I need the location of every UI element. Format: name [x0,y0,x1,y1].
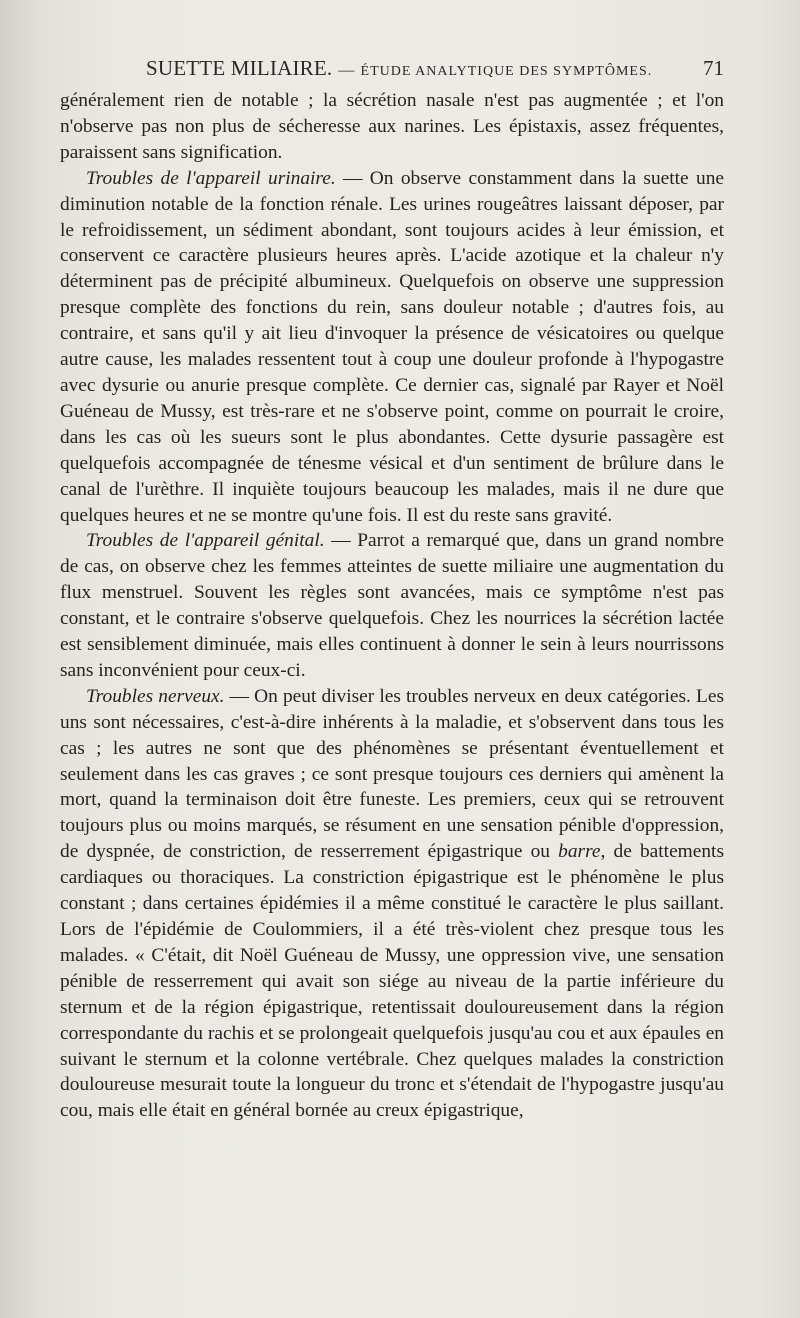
paragraph-text: — On peut diviser les troubles nerveux en deux catégories. Les uns sont nécessaires, c'est-à-dire inhérents à la maladie, et s'observent dans tous les cas ; les autres ne sont que des phénomènes se présentant éventuellement et seulement dans les cas graves ; ce sont presque toujours ces derniers qui amènent la mort, quand la terminaison doit être funeste. Les premiers, ceux qui se retrouvent toujours plus ou moins marqués, se résument en une sensation pénible d'oppression, de dyspnée, de constriction, de resserrement épigastrique ou [60,685,724,863]
italic-term: barre [558,841,601,863]
paragraph-nervous [60,684,724,1124]
section-heading-genital: Troubles de l'appareil génital. [86,530,325,552]
paragraph-text: — On observe constamment dans la suette une diminution notable de la fonction rénale. Les urines rougeâtres laissant déposer, par le refroidissement, un sédiment abondant, sont toujours acides à leur émission, et conservent ce caractère plusieurs heures après. L'acide azotique et la chaleur n'y déterminent pas de précipité albumineux. Quelquefois on observe une suppression presque complète des fonctions du rein, sans douleur notable ; d'autres fois, au contraire, et sans qu'il y ait lieu d'invoquer la présence de vésicatoires ou quelque autre cause, les malades ressentent tout à coup une douleur profonde à l'hypogastre avec dysurie ou anurie presque complète. Ce dernier cas, signalé par Rayer et Noël Guéneau de Mussy, est très-rare et ne s'observe point, comme on pourrait le croire, dans les cas où les sueurs sont le plus abondantes. Cette dysurie passagère est quelquefois accompagnée de ténesme vésical et d'un sentiment de brûlure dans le canal de l'urèthre. Il inquiète toujours beaucoup les malades, mais il ne dure que quelques heures et ne se montre qu'une fois. Il est du reste sans gravité. [60,167,725,526]
paragraph-text: généralement rien de notable ; la sécrétion nasale n'est pas augmentée ; et l'on n'observe pas non plus de sécheresse aux narines. Les épistaxis, assez fréquentes, paraissent sans signification. [60,90,724,163]
paragraph-continued [60,88,724,166]
paragraph-genital [60,528,724,683]
running-head-title: SUETTE MILIAIRE. [146,56,333,80]
paragraph-urinary [60,166,724,529]
body-text [60,88,724,1124]
running-head-dash: — [338,62,355,79]
page-number: 71 [703,56,724,80]
paragraph-text: , de battements cardiaques ou thoraciques. La constriction épigastrique est le phénomène le plus constant ; dans certaines épidémies il a même constitué le caractère le plus saillant. Lors de l'épidémie de Coulommiers, il a été très-violent chez presque tous les malades. « C'était, dit Noël Guéneau de Mussy, une oppression vive, une sensation pénible de resserrement qui avait son siége au niveau de la partie inférieure du sternum et de la région épigastrique, retentissait douloureusement dans la région correspondante du rachis et se prolongeait quelquefois jusqu'au cou et aux épaules en suivant le sternum et la colonne vertébrale. Chez quelques malades la constriction douloureuse mesurait toute la longueur du tronc et s'étendait de l'hypogastre jusqu'au cou, mais elle était en général bornée au creux épigastrique, [60,841,724,1122]
section-heading-urinary: Troubles de l'appareil urinaire. [86,167,336,189]
page-header [60,56,724,84]
section-heading-nervous: Troubles nerveux. [86,685,225,707]
running-head [146,56,652,81]
paragraph-text: — Parrot a remarqué que, dans un grand nombre de cas, on observe chez les femmes atteintes de suette miliaire une augmentation du flux menstruel. Souvent les règles sont avancées, mais ce symptôme n'est pas constant, et le contraire s'observe quelquefois. Chez les nourrices la sécrétion lactée est sensiblement diminuée, mais elles continuent à donner le sein à leurs nourrissons sans inconvénient pour ceux-ci. [60,530,724,681]
running-head-subtitle: ÉTUDE ANALYTIQUE DES SYMPTÔMES. [360,64,653,79]
